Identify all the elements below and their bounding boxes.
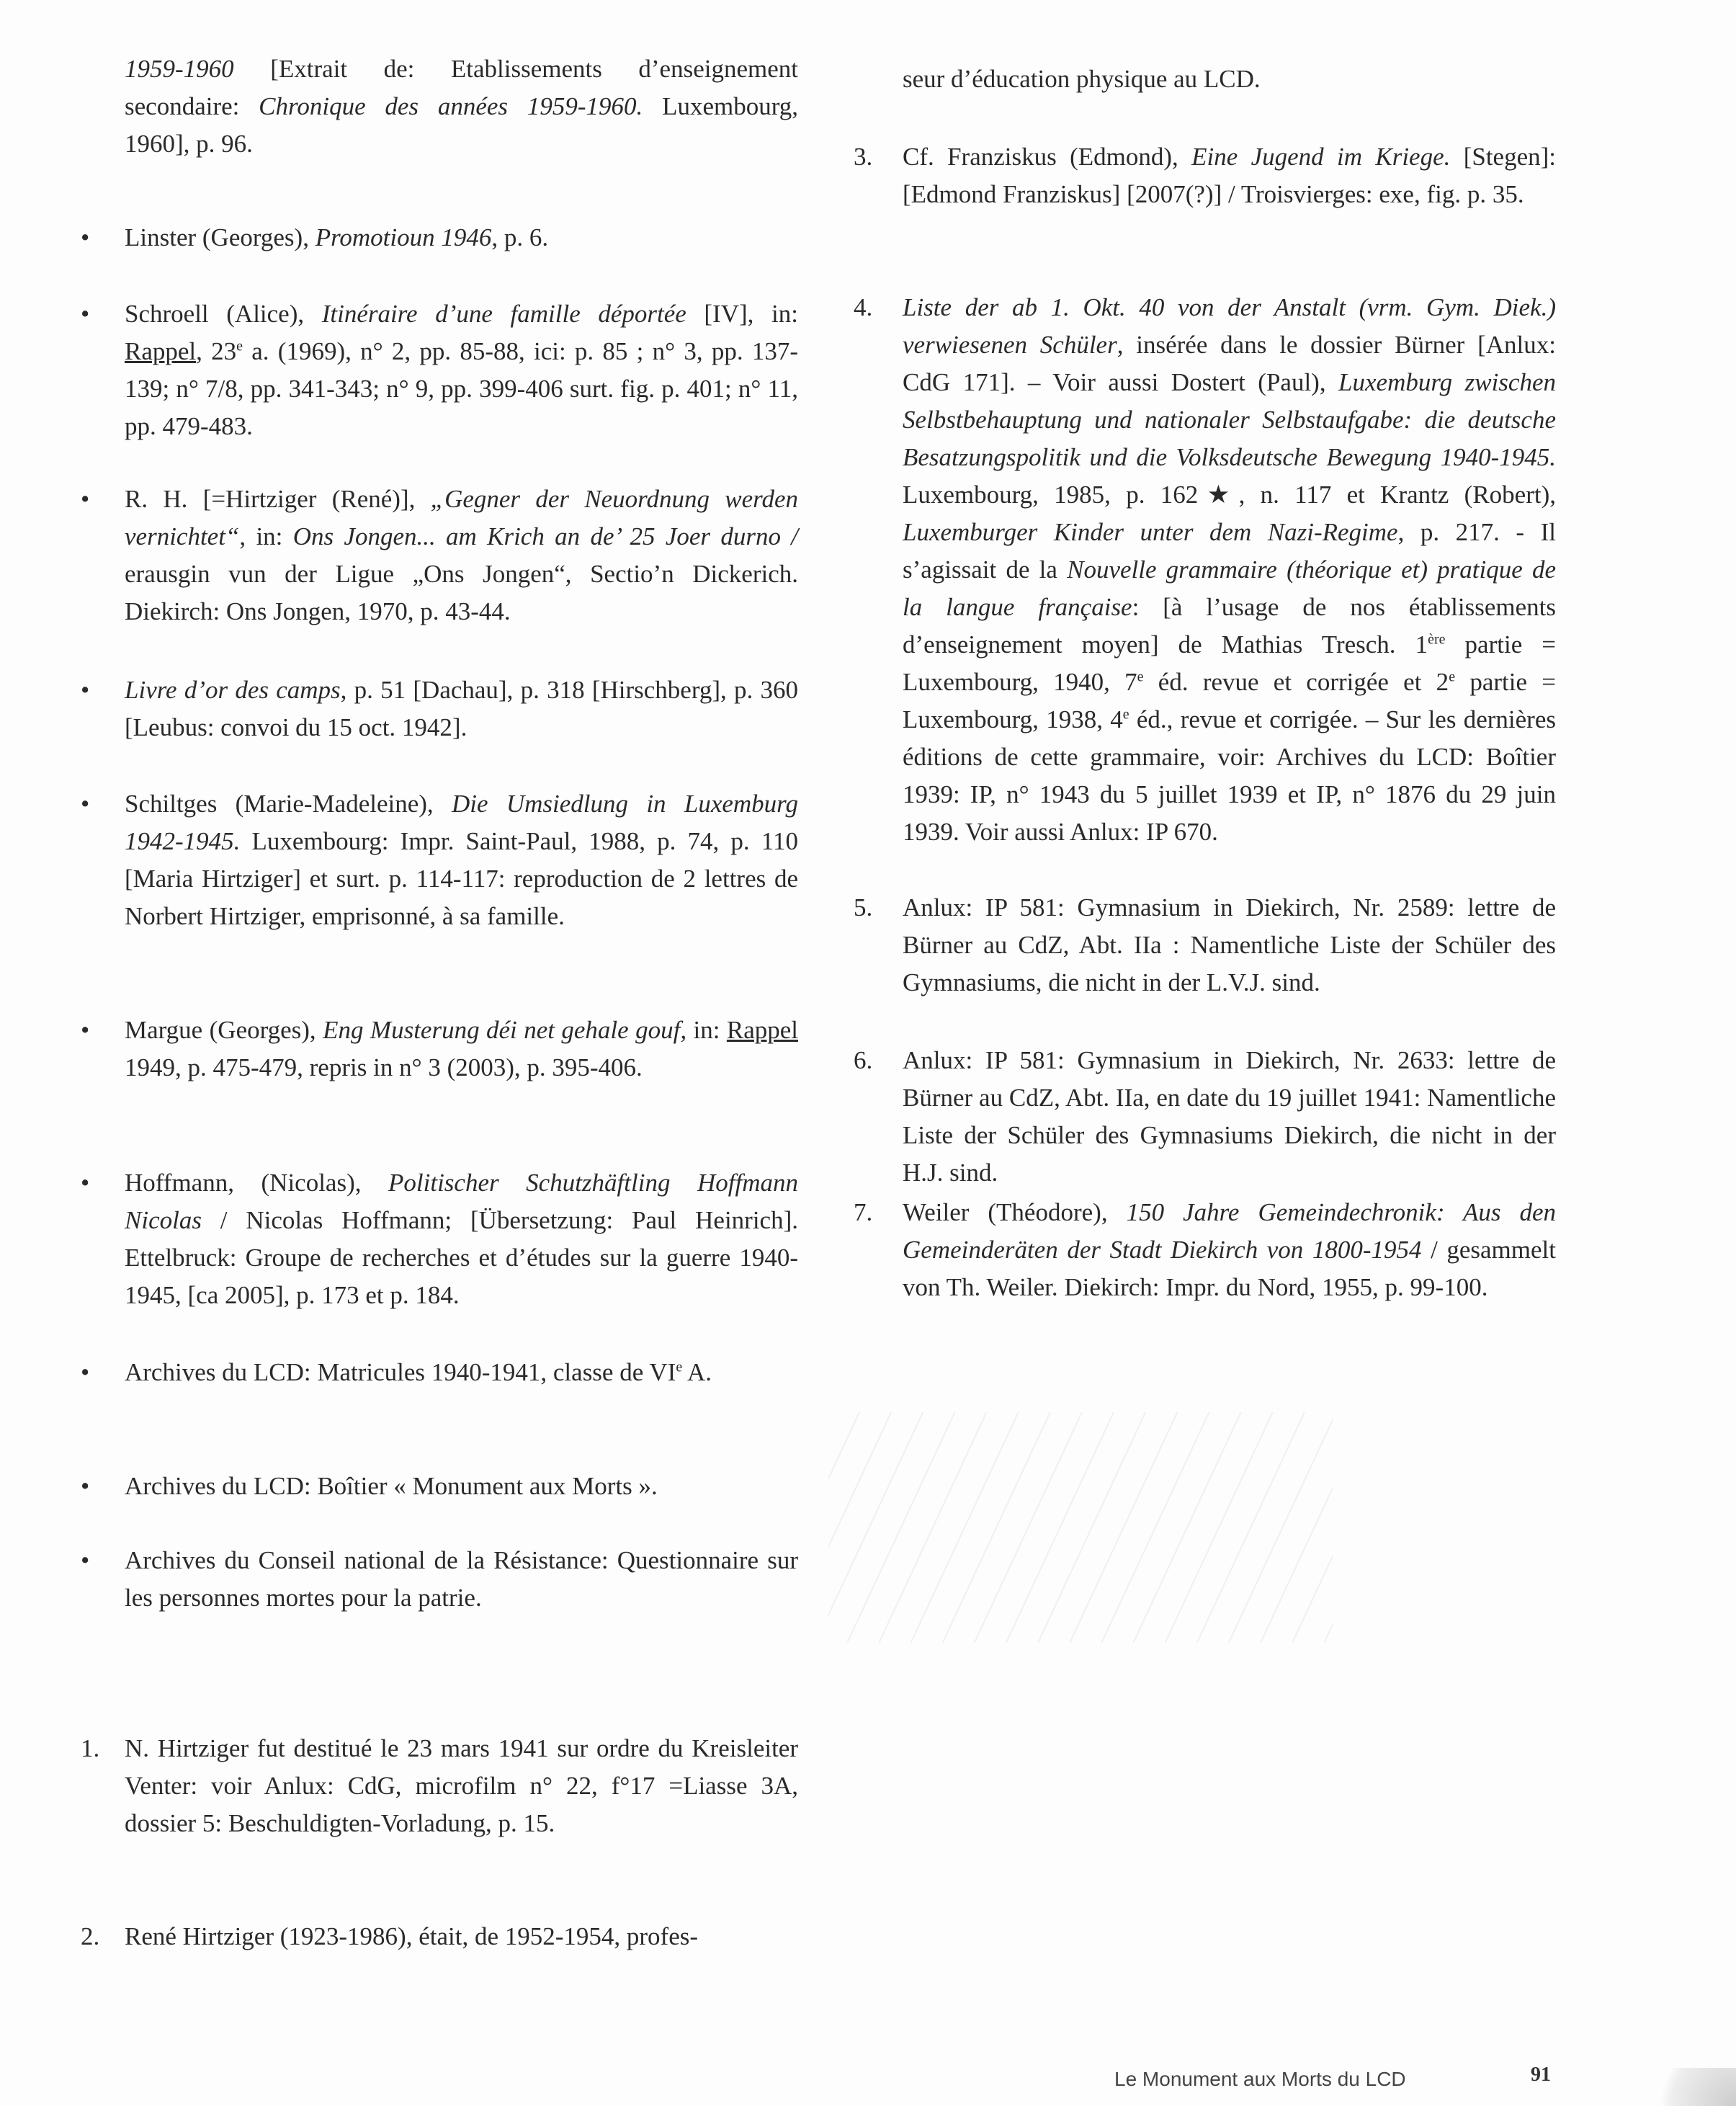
- entry-text: [125, 1354, 798, 1391]
- text-segment: Archives du LCD: Boîtier « Monument aux Morts ».: [125, 1472, 658, 1500]
- text-segment: a. (1969), n° 2, pp. 85-88, ici: p. 85 ; n° 3, pp. 137-139; n° 7/8, pp. 341-343; n° 9, pp. 399-406 surt. fig. p. 401; n° 11, pp. 479-483.: [125, 337, 798, 440]
- text-segment: [Extrait de: Etablissements d’enseignement secondaire:: [125, 55, 798, 120]
- bullet-marker: •: [81, 676, 90, 704]
- entry-text: [125, 785, 798, 935]
- page-number: 91: [1531, 2063, 1551, 2086]
- background-hatch: [828, 1412, 1333, 1643]
- footnote-number: 1.: [81, 1734, 100, 1762]
- entry-text: [125, 1012, 798, 1087]
- text-segment: éd. revue et corrigée et 2: [1143, 668, 1449, 696]
- italic-title: 150 Jahre Gemeindechronik: Aus den Gemeinderäten der Stadt Diekirch von 1800-1954: [903, 1198, 1556, 1264]
- text-segment: , p. 217. - Il s’agissait de la: [903, 518, 1556, 584]
- italic-title: Itinéraire d’une famille déportée: [321, 300, 686, 328]
- entry-text: [125, 1918, 798, 1955]
- text-segment: Schroell (Alice),: [125, 300, 322, 328]
- footnote-number: 4.: [854, 293, 873, 321]
- entry-text: [125, 1468, 798, 1505]
- entry-text: [125, 1730, 798, 1842]
- text-segment: Linster (Georges),: [125, 223, 316, 251]
- text-segment: René Hirtziger (1923-1986), était, de 1952-1954, profes-: [125, 1922, 699, 1950]
- footnote-number: 6.: [854, 1046, 873, 1074]
- entry-text: [125, 50, 798, 163]
- italic-title: Chronique des années 1959-1960.: [259, 92, 643, 120]
- text-segment: , insérée dans le dossier Bürner [Anlux: CdG 171]. – Voir aussi Dostert (Paul),: [903, 331, 1556, 396]
- italic-title: Livre d’or des camps: [125, 676, 341, 704]
- footnote-number: 3.: [854, 143, 873, 171]
- text-segment: Luxembourg: Impr. Saint-Paul, 1988, p. 74, p. 110 [Maria Hirtziger] et surt. p. 114-117: reproduction de 2 lettres de Norbert Hirtziger, emprisonné, à sa famille.: [125, 827, 798, 930]
- text-segment: Hoffmann, (Nicolas),: [125, 1169, 389, 1197]
- italic-title: Luxemburger Kinder unter dem Nazi-Regime: [903, 518, 1398, 546]
- entry-text: [125, 671, 798, 746]
- text-segment: 1949, p. 475-479, repris in n° 3 (2003), p. 395-406.: [125, 1053, 643, 1081]
- bullet-marker: •: [81, 1169, 90, 1197]
- page-edge-shadow: [1635, 2068, 1736, 2106]
- italic-title: 1959-1960: [125, 55, 234, 83]
- italic-title: Die Umsiedlung in Luxemburg 1942-1945.: [125, 790, 799, 855]
- text-segment: R. H. [=Hirtziger (René)],: [125, 485, 431, 513]
- text-segment: Rappel: [726, 1016, 799, 1044]
- text-segment: Luxembourg, 1960], p. 96.: [125, 92, 798, 158]
- bullet-marker: •: [81, 485, 90, 513]
- text-segment: / gesammelt von Th. Weiler. Diekirch: Impr. du Nord, 1955, p. 99-100.: [903, 1236, 1556, 1301]
- footnote-number: 7.: [854, 1198, 873, 1226]
- entry-text: [125, 219, 798, 256]
- italic-title: Nouvelle grammaire (théorique et) pratique de la langue française: [903, 555, 1556, 621]
- text-segment: , 23: [196, 337, 237, 365]
- bullet-marker: •: [81, 223, 90, 251]
- text-segment: in:: [686, 1016, 727, 1044]
- superscript: e: [1122, 706, 1129, 723]
- italic-title: Eine Jugend im Kriege.: [1191, 143, 1451, 171]
- text-segment: A.: [682, 1358, 712, 1386]
- entry-text: [903, 138, 1556, 213]
- text-segment: Archives du LCD: Matricules 1940-1941, classe de VI: [125, 1358, 676, 1386]
- entry-text: [125, 295, 798, 445]
- superscript: e: [676, 1359, 683, 1375]
- text-segment: erausgin vun der Ligue „Ons Jongen“, Sectio’n Dickerich. Diekirch: Ons Jongen, 1970, p. 43-44.: [125, 560, 798, 625]
- text-segment: éd., revue et corrigée. – Sur les dernières éditions de cette grammaire, voir: Archives du LCD: Boîtier 1939: IP, n° 1943 du 5 juillet 1939 et IP, n° 1876 du 29 juin 1939. Voir aussi Anlux: IP 670.: [903, 705, 1556, 846]
- running-footer-title: Le Monument aux Morts du LCD: [1114, 2068, 1406, 2090]
- text-segment: Margue (Georges),: [125, 1016, 323, 1044]
- text-segment: , p. 51 [Dachau], p. 318 [Hirschberg], p. 360 [Leubus: convoi du 15 oct. 1942].: [125, 676, 798, 741]
- superscript: e: [236, 338, 243, 354]
- entry-text: [903, 61, 1556, 98]
- text-segment: N. Hirtziger fut destitué le 23 mars 1941 sur ordre du Kreisleiter Venter: voir Anlux: CdG, microfilm n° 22, f°17 =Liasse 3A, dossier 5: Beschuldigten-Vorladung, p. 15.: [125, 1734, 798, 1837]
- entry-text: [903, 1194, 1556, 1306]
- superscript: e: [1449, 669, 1456, 685]
- bullet-marker: •: [81, 1016, 90, 1044]
- italic-title: Luxemburg zwischen Selbstbehauptung und nationaler Selbstaufgabe: die deutsche Besatzungspolitik und die Volksdeutsche Bewegung 1940-1945.: [903, 368, 1556, 471]
- bullet-marker: •: [81, 300, 90, 328]
- text-segment: partie = Luxembourg, 1940, 7: [903, 630, 1556, 696]
- italic-title: Eng Musterung déi net gehale gouf,: [323, 1016, 687, 1044]
- text-segment: Anlux: IP 581: Gymnasium in Diekirch, Nr. 2589: lettre de Bürner au CdZ, Abt. IIa : Namentliche Liste der Schüler des Gymnasiums, die nicht in der L.V.J. sind.: [903, 893, 1556, 996]
- text-segment: partie = Luxembourg, 1938, 4: [903, 668, 1556, 733]
- footnote-number: 5.: [854, 893, 873, 922]
- text-segment: / Nicolas Hoffmann; [Übersetzung: Paul Heinrich]. Ettelbruck: Groupe de recherches et d’études sur la guerre 1940-1945, [ca 2005], p. 173 et p. 184.: [125, 1206, 798, 1309]
- footnote-number: 2.: [81, 1922, 100, 1950]
- text-segment: [IV], in:: [686, 300, 798, 328]
- text-segment: [Stegen]: [Edmond Franziskus] [2007(?)] / Troisvierges: exe, fig. p. 35.: [903, 143, 1556, 208]
- bullet-marker: •: [81, 1546, 90, 1574]
- text-segment: Weiler (Théodore),: [903, 1198, 1127, 1226]
- italic-title: „Gegner der Neuordnung werden vernichtet“: [125, 485, 798, 550]
- bullet-marker: •: [81, 1472, 90, 1500]
- text-segment: Schiltges (Marie-Madeleine),: [125, 790, 452, 818]
- text-segment: Archives du Conseil national de la Résistance: Questionnaire sur les personnes mortes pour la patrie.: [125, 1546, 798, 1612]
- entry-text: [903, 889, 1556, 1001]
- text-segment: Cf. Franziskus (Edmond),: [903, 143, 1192, 171]
- entry-text: [125, 1542, 798, 1617]
- superscript: ère: [1428, 631, 1446, 648]
- text-segment: Rappel: [125, 337, 197, 365]
- text-segment: : [à l’usage de nos établissements d’enseignement moyen] de Mathias Tresch. 1: [903, 593, 1557, 659]
- text-segment: Anlux: IP 581: Gymnasium in Diekirch, Nr. 2633: lettre de Bürner au CdZ, Abt. IIa, en date du 19 juillet 1941: Namentliche Liste der Schüler des Gymnasiums Diekirch, die nicht in der H.J. sind.: [903, 1046, 1556, 1187]
- italic-title: Liste der ab 1. Okt. 40 von der Anstalt (vrm. Gym. Diek.) verwiesenen Schüler: [903, 293, 1556, 359]
- bullet-marker: •: [81, 790, 90, 818]
- entry-text: [125, 481, 798, 630]
- entry-text: [903, 289, 1556, 851]
- italic-title: Ons Jongen... am Krich an de’ 25 Joer durno /: [292, 522, 799, 550]
- text-segment: seur d’éducation physique au LCD.: [903, 65, 1261, 93]
- text-segment: Luxembourg, 1985, p. 162★, n. 117 et Krantz (Robert),: [903, 481, 1556, 509]
- text-segment: , in:: [239, 522, 293, 550]
- entry-text: [125, 1164, 798, 1314]
- italic-title: Promotioun 1946: [315, 223, 492, 251]
- entry-text: [903, 1042, 1556, 1192]
- superscript: e: [1137, 669, 1144, 685]
- bullet-marker: •: [81, 1358, 90, 1386]
- italic-title: Politischer Schutzhäftling Hoffmann Nicolas: [125, 1169, 798, 1234]
- text-segment: , p. 6.: [491, 223, 549, 251]
